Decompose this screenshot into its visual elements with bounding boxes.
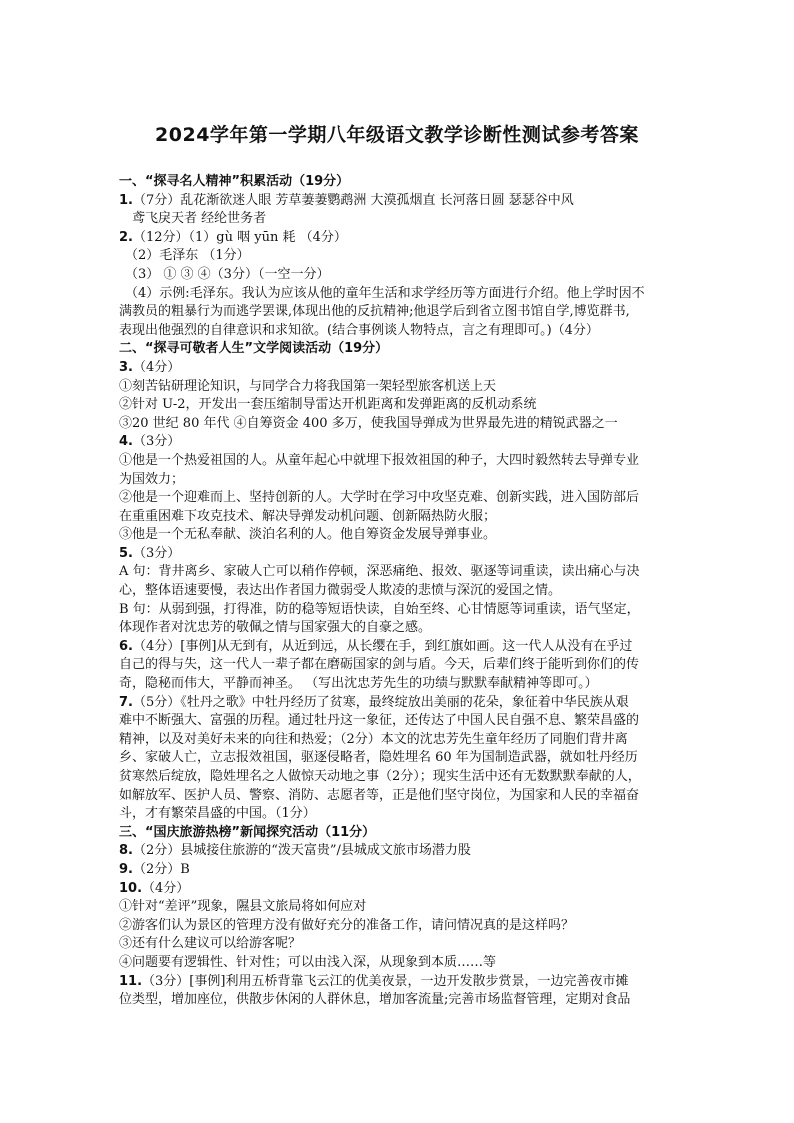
q4-line-2: ①他是一个热爱祖国的人。从童年起心中就埋下报效祖国的种子，大四时毅然转去导弹专业 bbox=[119, 452, 640, 468]
q10-line-5: ④问题要有逻辑性、针对性；可以由浅入深，从现象到本质……等 bbox=[119, 954, 497, 970]
q6-number: 6. bbox=[119, 638, 133, 654]
q2-line-2: （2）毛泽东 （1分） bbox=[125, 248, 250, 264]
q9-line-1 bbox=[119, 861, 689, 880]
q5-line-2: A 句：背井离乡、家破人亡可以稍作停顿，深恶痛绝、报效、驱逐等词重读，读出痛心与决 bbox=[119, 564, 640, 580]
q10-number: 10. bbox=[119, 880, 143, 896]
q5-line-4: B 句：从弱到强，打得准，防的稳等短语快读，自始至终、心甘情愿等词重读，语气坚定， bbox=[119, 601, 640, 617]
q2-line-1 bbox=[119, 229, 689, 248]
q5-number: 5. bbox=[119, 545, 133, 561]
q5-line-5: 体现作者对沈忠芳的敬佩之情与国家强大的自豪之感。 bbox=[119, 620, 432, 636]
q7-line-4: 乡、家破人亡，立志报效祖国，驱逐侵略者，隐姓埋名 60 年为国制造武器，就如牡丹经历 bbox=[119, 750, 638, 766]
q4-line-6: ③他是一个无私奉献、淡泊名利的人。他自筹资金发展导弹事业。 bbox=[119, 527, 497, 543]
q1-line-2: 鸢飞戾天者 经纶世务者 bbox=[132, 211, 267, 227]
answer-body bbox=[119, 173, 689, 1010]
q2-text-1: （12分）（1）gù 咽 yūn 耗 （4分） bbox=[132, 229, 347, 245]
q1-text-1: （7分）乱花渐欲迷人眼 芳草萋萋鹦鹉洲 大漠孤烟直 长河落日圆 瑟瑟谷中风 bbox=[132, 192, 574, 208]
q11-line-2: 位类型，增加座位，供散步休闲的人群休息，增加客流量;完善市场监督管理，定期对食品 bbox=[119, 992, 631, 1008]
q10-line-3: ②游客们认为景区的管理方没有做好充分的准备工作，请问情况真的是这样吗？ bbox=[119, 917, 575, 933]
q7-line-3: 精神，以及对美好未来的向往和热爱；（2分）本文的沈忠芳先生童年经历了同胞们背井离 bbox=[119, 731, 628, 747]
q7-number: 7. bbox=[119, 694, 133, 710]
q1-number: 1. bbox=[119, 192, 133, 208]
q3-line-4: ③20 世纪 80 年代 ④自筹资金 400 多万，使我国导弹成为世界最先进的精锐武器之一 bbox=[119, 415, 618, 431]
section-3-heading: 三、“国庆旅游热榜”新闻探究活动（11分） bbox=[119, 824, 376, 840]
q7-line-7: 斗，才有繁荣昌盛的中国。（1分） bbox=[119, 806, 316, 822]
q4-text-1: （3分） bbox=[132, 434, 181, 450]
q3-line-2: ①刻苦钻研理论知识，与同学合力将我国第一架轻型旅客机送上天 bbox=[119, 378, 497, 394]
q6-line-2: 自己的得与失，这一代人一辈子都在磨砺国家的剑与盾。今天，后辈们终于能听到你们的传 bbox=[119, 657, 640, 673]
q2-line-5: 满教员的粗暴行为而逃学罢课,体现出他的反抗精神;他退学后到省立图书馆自学,博览群书, bbox=[119, 304, 630, 320]
q10-line-4: ③还有什么建议可以给游客呢？ bbox=[119, 936, 302, 952]
section-1-heading: 一、“探寻名人精神”积累活动（19分） bbox=[119, 174, 350, 189]
q11-line-1 bbox=[119, 973, 689, 992]
q4-line-4: ②他是一个迎难而上、坚持创新的人。大学时在学习中攻坚克难、创新实践，进入国防部后 bbox=[119, 490, 640, 506]
q8-line-1 bbox=[119, 842, 689, 861]
q8-text-1: （2分）县城接住旅游的“泼天富贵”/县城成文旅市场潜力股 bbox=[132, 843, 471, 859]
q3-text-1: （4分） bbox=[132, 359, 181, 375]
q4-line-3: 为国效力； bbox=[119, 471, 185, 487]
q7-line-1 bbox=[119, 694, 689, 713]
q5-line-1 bbox=[119, 545, 689, 564]
q8-number: 8. bbox=[119, 843, 133, 859]
q6-line-3: 奇，隐秘而伟大，平静而神圣。 （写出沈忠芳先生的功绩与默默奉献精神等即可。） bbox=[119, 676, 598, 692]
q3-line-3: ②针对 U-2，开发出一套压缩制导雷达开机距离和发弹距离的反机动系统 bbox=[119, 397, 537, 413]
q3-line-1 bbox=[119, 359, 689, 378]
q11-number: 11. bbox=[119, 973, 143, 989]
q7-text-1: （5分）《牡丹之歌》中牡丹经历了贫寒，最终绽放出美丽的花朵，象征着中华民族从艰 bbox=[132, 694, 629, 710]
q2-line-6: 表现出他强烈的自律意识和求知欲。(结合事例谈人物特点，言之有理即可。)（4分） bbox=[119, 322, 599, 338]
q6-line-1 bbox=[119, 638, 689, 657]
q4-number: 4. bbox=[119, 434, 133, 450]
q4-line-1 bbox=[119, 433, 689, 452]
q11-text-1: （3分）[事例]利用五桥背靠飞云江的优美夜景，一边开发散步赏景，一边完善夜市摊 bbox=[142, 973, 629, 989]
q7-line-6: 如解放军、医护人员、警察、消防、志愿者等，正是他们坚守岗位，为国家和人民的幸福奋 bbox=[119, 787, 640, 803]
q2-line-4: （4）示例:毛泽东。我认为应该从他的童年生活和求学经历等方面进行介绍。他上学时因不 bbox=[125, 285, 645, 301]
q2-line-3: （3） ① ③ ④（3分）（一空一分） bbox=[125, 266, 330, 282]
q1-line-1 bbox=[119, 192, 689, 211]
q7-line-2: 难中不断强大、富强的历程。通过牡丹这一象征，还传达了中国人民自强不息、繁荣昌盛的 bbox=[119, 713, 640, 729]
q7-line-5: 贫寒然后绽放，隐姓埋名之人做惊天动地之事（2分）；现实生活中还有无数默默奉献的人， bbox=[119, 769, 641, 784]
q3-number: 3. bbox=[119, 359, 133, 375]
q10-text-1: （4分） bbox=[142, 880, 190, 896]
page-title: 2024学年第一学期八年级语文教学诊断性测试参考答案 bbox=[155, 124, 639, 146]
q9-number: 9. bbox=[119, 861, 133, 877]
q5-line-3: 心，整体语速要慢，表达出作者国力微弱受人欺凌的悲愤与深沉的爱国之情。 bbox=[119, 583, 562, 599]
q5-text-1: （3分） bbox=[132, 545, 181, 561]
q2-number: 2. bbox=[119, 229, 133, 245]
q6-text-1: （4分）[事例]从无到有，从近到远，从长缨在手，到红旗如画。这一代人从没有在乎过 bbox=[132, 638, 633, 654]
q4-line-5: 在重重困难下攻克技术、解决导弹发动机问题、创新隔热防火服； bbox=[119, 508, 497, 524]
q10-line-1 bbox=[119, 880, 689, 899]
section-2-heading: 二、“探寻可敬者人生”文学阅读活动（19分） bbox=[119, 341, 389, 357]
q9-text-1: （2分）B bbox=[132, 861, 190, 877]
q10-line-2: ①针对“差评”现象，隰县文旅局将如何应对 bbox=[119, 899, 367, 915]
